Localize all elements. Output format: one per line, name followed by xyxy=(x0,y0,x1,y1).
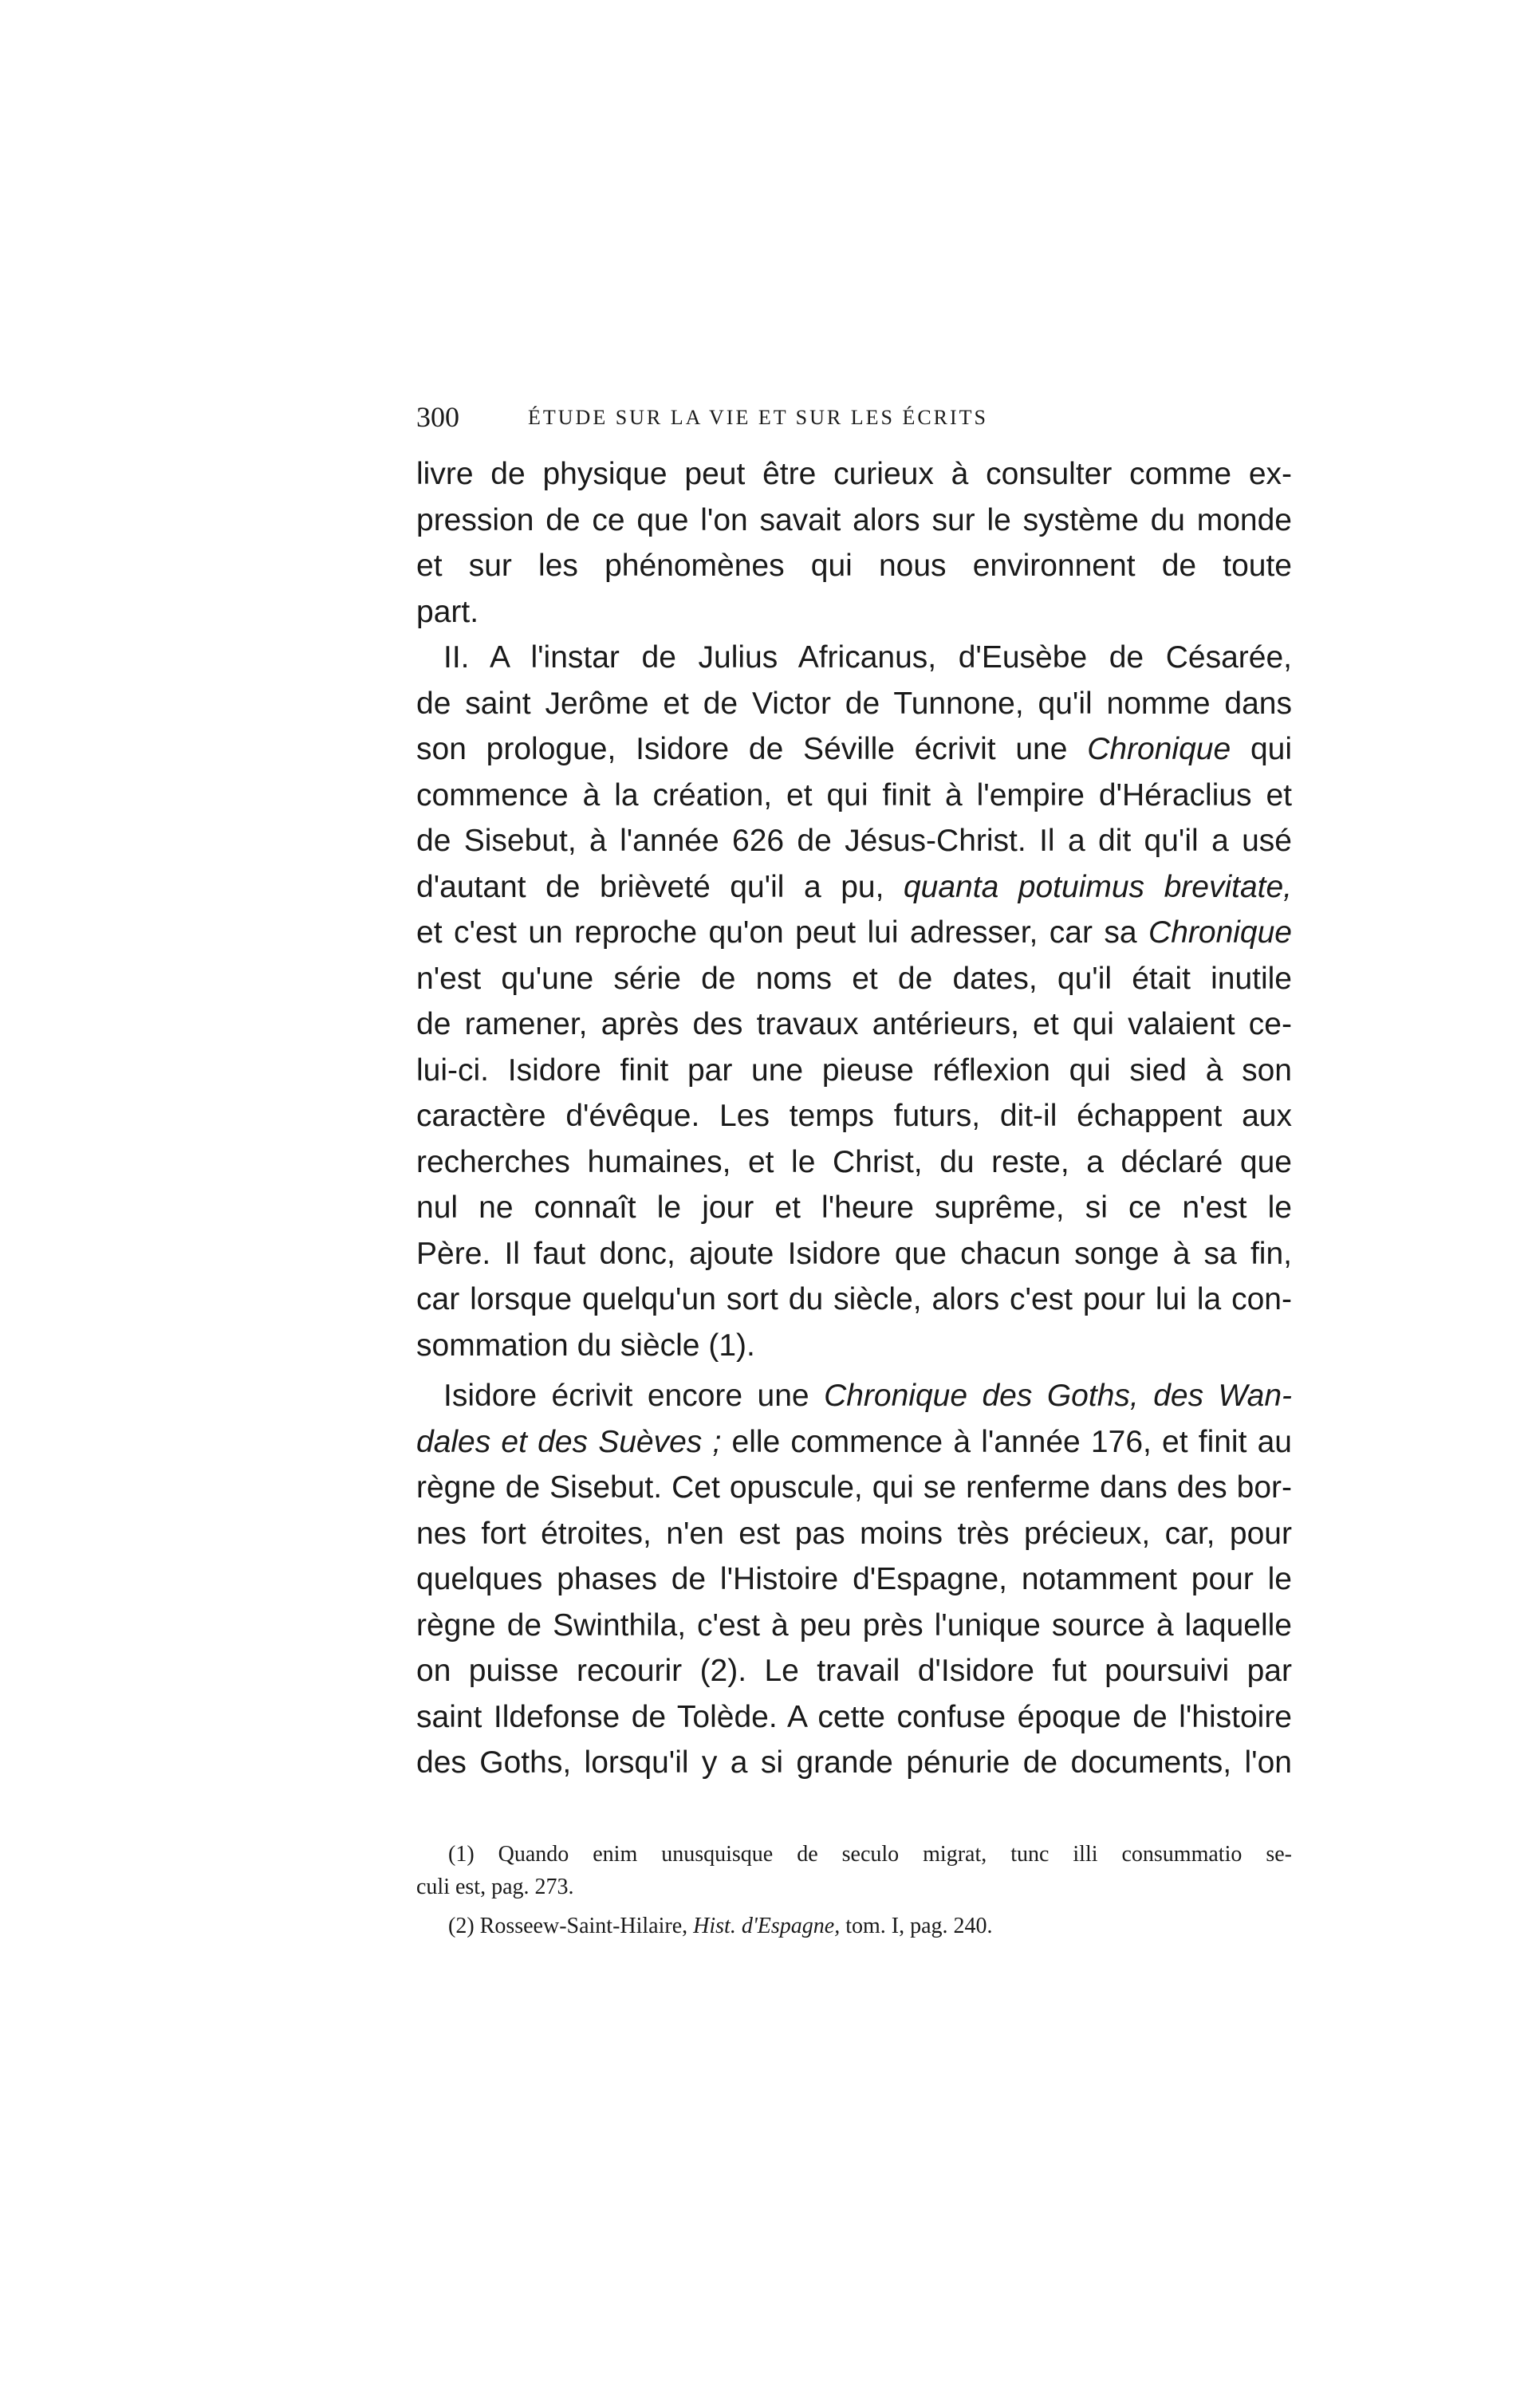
text-line: on puisse recourir (2). Le travail d'Isidore fut poursuivi par xyxy=(416,1654,1292,1688)
footnote-1-line-2: culi est, pag. 273. xyxy=(416,1875,574,1899)
text-line: de ramener, après des travaux antérieurs, et qui valaient ce- xyxy=(416,1007,1292,1041)
text-line: et sur les phénomènes qui nous environnent de toute xyxy=(416,549,1292,583)
italic-title: Chronique xyxy=(1148,915,1292,950)
text-line: recherches humaines, et le Christ, du reste, a déclaré que xyxy=(416,1144,1292,1179)
text-line: commence à la création, et qui finit à l'empire d'Héraclius et xyxy=(416,777,1292,813)
main-text xyxy=(416,451,1292,1786)
text-line: sommation du siècle (1). xyxy=(416,1328,755,1363)
text-line: quelques phases de l'Histoire d'Espagne, notamment pour le xyxy=(416,1562,1292,1596)
footnotes xyxy=(416,1838,1292,1942)
text-line: Père. Il faut donc, ajoute Isidore que chacun songe à sa fin, xyxy=(416,1236,1292,1271)
text-line: II. A l'instar de Julius Africanus, d'Eusèbe de Césarée, xyxy=(443,640,1292,675)
text-line xyxy=(416,726,1292,773)
text-line xyxy=(416,864,1292,911)
footnote-text: tom. I, pag. 240. xyxy=(840,1914,993,1938)
italic-title: Chronique xyxy=(1087,732,1231,766)
text-segment: d'autant de brièveté qu'il a pu, xyxy=(416,869,904,904)
running-title: ÉTUDE SUR LA VIE ET SUR LES ÉCRITS xyxy=(528,406,989,429)
text-segment: et c'est un reproche qu'on peut lui adresser, car sa xyxy=(416,915,1149,950)
page-header xyxy=(416,399,1292,435)
text-line: lui-ci. Isidore finit par une pieuse réflexion qui sied à son xyxy=(416,1053,1292,1088)
text-line: règne de Swinthila, c'est à peu près l'unique source à laquelle xyxy=(416,1607,1292,1643)
italic-title: dales et des Suèves ; xyxy=(416,1424,722,1459)
text-line: saint Ildefonse de Tolède. A cette confuse époque de l'histoire xyxy=(416,1699,1292,1734)
text-line: car lorsque quelqu'un sort du siècle, alors c'est pour lui la con- xyxy=(416,1282,1292,1316)
footnote-italic-title: Hist. d'Espagne, xyxy=(693,1914,841,1938)
text-segment: son prologue, Isidore de Séville écrivit une xyxy=(416,732,1088,766)
text-line xyxy=(416,1419,1292,1466)
text-line: de saint Jerôme et de Victor de Tunnone, qu'il nomme dans xyxy=(416,686,1292,721)
text-line xyxy=(416,1373,1292,1419)
italic-title: Chronique des Goths, des Wan- xyxy=(824,1379,1293,1413)
text-line: règne de Sisebut. Cet opuscule, qui se renferme dans des bor- xyxy=(416,1470,1292,1505)
italic-quote: quanta potuimus brevitate, xyxy=(903,869,1292,904)
text-line: nes fort étroites, n'en est pas moins très précieux, car, pour xyxy=(416,1516,1292,1551)
text-line: part. xyxy=(416,594,479,629)
text-line: pression de ce que l'on savait alors sur le système du monde xyxy=(416,502,1292,537)
page-number: 300 xyxy=(416,401,459,433)
footnote-1-line-1: (1) Quando enim unusquisque de seculo migrat, tunc illi consummatio se- xyxy=(448,1842,1292,1867)
text-segment: Isidore écrivit encore une xyxy=(443,1379,825,1413)
text-line: n'est qu'une série de noms et de dates, qu'il était inutile xyxy=(416,961,1292,996)
text-line: nul ne connaît le jour et l'heure suprême, si ce n'est le xyxy=(416,1190,1292,1225)
text-line: livre de physique peut être curieux à consulter comme ex- xyxy=(416,457,1292,491)
text-line: des Goths, lorsqu'il y a si grande pénurie de documents, l'on xyxy=(416,1745,1292,1780)
footnote-text: (2) Rosseew-Saint-Hilaire, xyxy=(448,1914,694,1938)
footnote-2 xyxy=(416,1910,1292,1942)
text-line: de Sisebut, à l'année 626 de Jésus-Christ. Il a dit qu'il a usé xyxy=(416,824,1292,858)
text-line: caractère d'évêque. Les temps futurs, dit-il échappent aux xyxy=(416,1099,1292,1133)
text-segment: qui xyxy=(1231,732,1292,766)
text-line xyxy=(416,910,1292,956)
text-segment: elle commence à l'année 176, et finit au xyxy=(721,1424,1292,1459)
